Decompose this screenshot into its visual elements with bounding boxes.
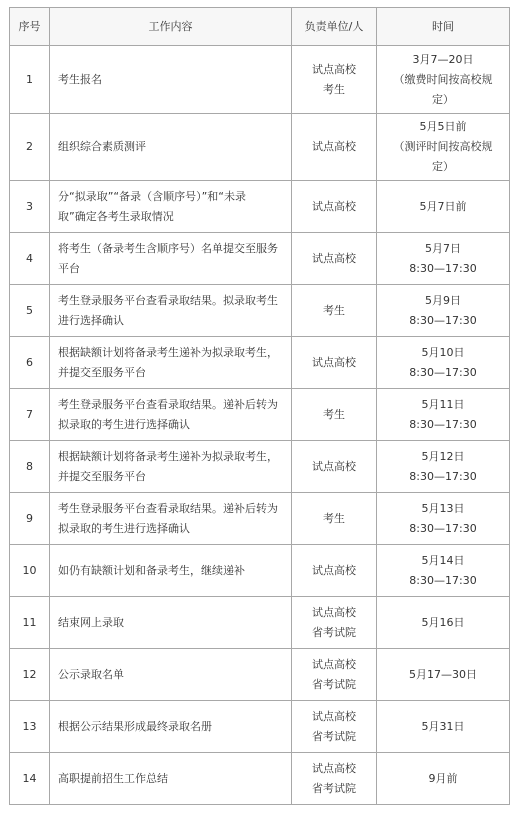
unit-line: 试点高校 xyxy=(312,62,356,76)
table-row xyxy=(10,649,510,701)
task-line: 考生登录服务平台查看录取结果。拟录取考生 xyxy=(58,293,278,307)
cell-task xyxy=(50,753,292,805)
cell-seq: 8 xyxy=(10,441,50,493)
time-line: 5月12日 xyxy=(421,449,465,463)
cell-task xyxy=(50,285,292,337)
cell-time xyxy=(377,597,510,649)
time-line: 5月7日 xyxy=(425,241,461,255)
cell-seq: 2 xyxy=(10,114,50,181)
task-line: 公示录取名单 xyxy=(58,667,124,681)
cell-unit xyxy=(292,441,377,493)
time-line: 8:30—17:30 xyxy=(409,469,477,483)
task-line: 分“拟录取”“备录（含顺序号）”和“未录 xyxy=(58,189,246,203)
cell-task xyxy=(50,337,292,389)
table-row xyxy=(10,114,510,181)
cell-time xyxy=(377,545,510,597)
task-line: 并提交至服务平台 xyxy=(58,365,146,379)
cell-unit xyxy=(292,597,377,649)
cell-task xyxy=(50,649,292,701)
time-line: 9月前 xyxy=(428,771,458,785)
task-line: 高职提前招生工作总结 xyxy=(58,771,168,785)
task-line: 结束网上录取 xyxy=(58,615,124,629)
time-line: 5月10日 xyxy=(421,345,465,359)
cell-task xyxy=(50,46,292,114)
cell-time xyxy=(377,114,510,181)
cell-time xyxy=(377,181,510,233)
cell-unit xyxy=(292,493,377,545)
task-line: 取”确定各考生录取情况 xyxy=(58,209,174,223)
schedule-table xyxy=(9,7,510,805)
cell-seq: 4 xyxy=(10,233,50,285)
table-row xyxy=(10,493,510,545)
cell-unit xyxy=(292,701,377,753)
table-row xyxy=(10,285,510,337)
cell-time xyxy=(377,389,510,441)
time-line: 8:30—17:30 xyxy=(409,261,477,275)
unit-line: 考生 xyxy=(323,303,345,317)
time-line: 5月31日 xyxy=(421,719,465,733)
table-row xyxy=(10,441,510,493)
cell-seq: 12 xyxy=(10,649,50,701)
cell-unit xyxy=(292,649,377,701)
time-line: 8:30—17:30 xyxy=(409,573,477,587)
cell-seq: 10 xyxy=(10,545,50,597)
time-line: 5月13日 xyxy=(421,501,465,515)
header-task: 工作内容 xyxy=(50,8,292,46)
table-row xyxy=(10,46,510,114)
cell-unit xyxy=(292,753,377,805)
time-line: 8:30—17:30 xyxy=(409,365,477,379)
cell-seq: 6 xyxy=(10,337,50,389)
cell-task xyxy=(50,545,292,597)
unit-line: 省考试院 xyxy=(312,625,356,639)
cell-seq: 3 xyxy=(10,181,50,233)
cell-time xyxy=(377,285,510,337)
unit-line: 考生 xyxy=(323,511,345,525)
unit-line: 试点高校 xyxy=(312,251,356,265)
table-header-row xyxy=(10,8,510,46)
cell-seq: 5 xyxy=(10,285,50,337)
unit-line: 试点高校 xyxy=(312,605,356,619)
cell-task xyxy=(50,389,292,441)
cell-unit xyxy=(292,46,377,114)
table-row xyxy=(10,337,510,389)
table-row xyxy=(10,753,510,805)
cell-unit xyxy=(292,114,377,181)
unit-line: 试点高校 xyxy=(312,563,356,577)
task-line: 考生登录服务平台查看录取结果。递补后转为 xyxy=(58,397,278,411)
table-body xyxy=(10,46,510,805)
time-line: 5月5日前 xyxy=(419,120,467,133)
task-line: 根据公示结果形成最终录取名册 xyxy=(58,719,212,733)
time-line: 5月11日 xyxy=(421,397,465,411)
cell-task xyxy=(50,233,292,285)
table-row xyxy=(10,701,510,753)
cell-seq: 9 xyxy=(10,493,50,545)
time-line: 5月7日前 xyxy=(419,199,467,213)
cell-time xyxy=(377,337,510,389)
cell-task xyxy=(50,441,292,493)
task-line: 拟录取的考生进行选择确认 xyxy=(58,521,190,535)
unit-line: 试点高校 xyxy=(312,459,356,473)
cell-time xyxy=(377,753,510,805)
task-line: 根据缺额计划将备录考生递补为拟录取考生， xyxy=(58,449,278,463)
unit-line: 试点高校 xyxy=(312,761,356,775)
unit-line: 试点高校 xyxy=(312,709,356,723)
cell-unit xyxy=(292,285,377,337)
table-row xyxy=(10,597,510,649)
table-row xyxy=(10,181,510,233)
time-line: 定） xyxy=(432,92,454,106)
unit-line: 试点高校 xyxy=(312,199,356,213)
header-time: 时间 xyxy=(377,8,510,46)
cell-unit xyxy=(292,389,377,441)
cell-seq: 14 xyxy=(10,753,50,805)
cell-task xyxy=(50,701,292,753)
time-line: 5月9日 xyxy=(425,293,461,307)
cell-task xyxy=(50,493,292,545)
cell-unit xyxy=(292,337,377,389)
cell-task xyxy=(50,181,292,233)
task-line: 将考生（备录考生含顺序号）名单提交至服务 xyxy=(58,241,278,255)
time-line: 5月16日 xyxy=(421,615,465,629)
cell-time xyxy=(377,233,510,285)
cell-task xyxy=(50,597,292,649)
task-line: 考生报名 xyxy=(58,72,102,86)
unit-line: 考生 xyxy=(323,82,345,96)
cell-time xyxy=(377,441,510,493)
cell-unit xyxy=(292,181,377,233)
task-line: 组织综合素质测评 xyxy=(58,140,146,153)
cell-time xyxy=(377,46,510,114)
unit-line: 省考试院 xyxy=(312,729,356,743)
task-line: 平台 xyxy=(58,261,80,275)
header-seq: 序号 xyxy=(10,8,50,46)
cell-seq: 1 xyxy=(10,46,50,114)
unit-line: 试点高校 xyxy=(312,355,356,369)
unit-line: 试点高校 xyxy=(312,140,356,153)
table-row xyxy=(10,389,510,441)
schedule-table-wrapper xyxy=(9,7,509,805)
time-line: 3月7—20日 xyxy=(412,52,474,66)
time-line: 5月17—30日 xyxy=(409,667,477,681)
time-line: 8:30—17:30 xyxy=(409,417,477,431)
cell-task xyxy=(50,114,292,181)
unit-line: 省考试院 xyxy=(312,781,356,795)
task-line: 并提交至服务平台 xyxy=(58,469,146,483)
task-line: 考生登录服务平台查看录取结果。递补后转为 xyxy=(58,501,278,515)
table-row xyxy=(10,545,510,597)
time-line: （缴费时间按高校规 xyxy=(393,72,493,86)
time-line: 定） xyxy=(432,160,454,173)
time-line: （测评时间按高校规 xyxy=(393,140,493,153)
time-line: 8:30—17:30 xyxy=(409,313,477,327)
unit-line: 考生 xyxy=(323,407,345,421)
task-line: 拟录取的考生进行选择确认 xyxy=(58,417,190,431)
time-line: 5月14日 xyxy=(421,553,465,567)
task-line: 进行选择确认 xyxy=(58,313,124,327)
cell-time xyxy=(377,649,510,701)
unit-line: 试点高校 xyxy=(312,657,356,671)
cell-unit xyxy=(292,545,377,597)
unit-line: 省考试院 xyxy=(312,677,356,691)
cell-seq: 13 xyxy=(10,701,50,753)
cell-seq: 11 xyxy=(10,597,50,649)
task-line: 如仍有缺额计划和备录考生，继续递补 xyxy=(58,563,245,577)
cell-time xyxy=(377,701,510,753)
time-line: 8:30—17:30 xyxy=(409,521,477,535)
table-row xyxy=(10,233,510,285)
header-unit: 负责单位/人 xyxy=(292,8,377,46)
cell-time xyxy=(377,493,510,545)
task-line: 根据缺额计划将备录考生递补为拟录取考生， xyxy=(58,345,278,359)
cell-unit xyxy=(292,233,377,285)
cell-seq: 7 xyxy=(10,389,50,441)
